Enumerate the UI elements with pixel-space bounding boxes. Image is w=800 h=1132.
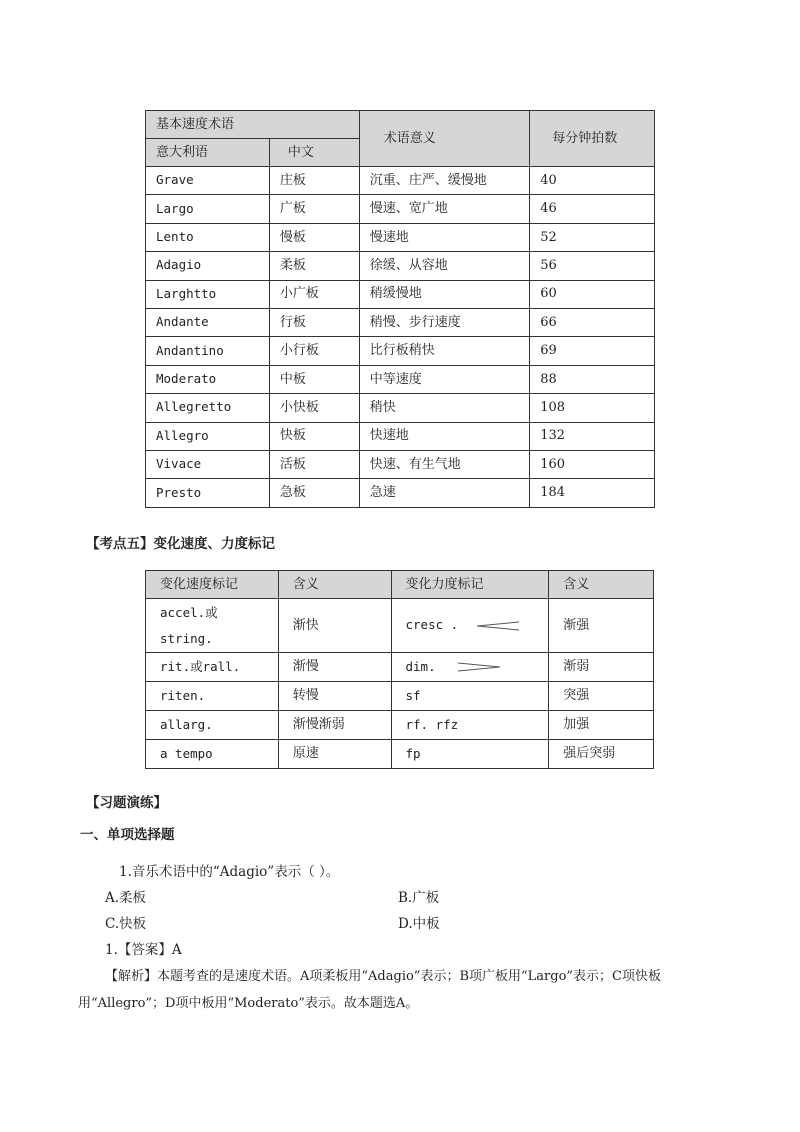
- crescendo-hairpin-icon: [476, 621, 520, 631]
- tempo-row: [146, 280, 655, 308]
- dynamic-mark: fp: [391, 740, 549, 769]
- header-chinese: 中文: [269, 139, 359, 167]
- italian-term: Andantino: [146, 337, 270, 365]
- beats-per-minute: 56: [530, 252, 655, 280]
- option-c: C.快板: [105, 916, 147, 932]
- beats-per-minute: 52: [530, 223, 655, 251]
- dynamic-meaning: 渐强: [549, 599, 654, 653]
- tempo-row: [146, 252, 655, 280]
- header-dynamic-mark: 变化力度标记: [391, 571, 549, 599]
- tempo-mark: accel.或: [160, 604, 218, 620]
- beats-per-minute: 184: [530, 479, 655, 507]
- term-meaning: 徐缓、从容地: [359, 252, 530, 280]
- analysis-line-1: 【解析】本题考查的是速度术语。A项柔板用“Adagio”表示；B项广板用“Largo”表示；C项快板: [105, 969, 661, 984]
- tempo-row: [146, 422, 655, 450]
- tempo-meaning: 转慢: [278, 682, 391, 711]
- tempo-mark: allarg.: [146, 711, 279, 740]
- chinese-term: 快板: [269, 422, 359, 450]
- header-bpm: 每分钟拍数: [530, 111, 655, 167]
- tempo-row: [146, 308, 655, 336]
- header-tempo-mark: 变化速度标记: [146, 571, 279, 599]
- tempo-mark: a tempo: [146, 740, 279, 769]
- chinese-term: 中板: [269, 365, 359, 393]
- single-choice-title: 一、单项选择题: [80, 827, 175, 843]
- chinese-term: 急板: [269, 479, 359, 507]
- italian-term: Grave: [146, 167, 270, 195]
- italian-term: Allegro: [146, 422, 270, 450]
- italian-term: Vivace: [146, 450, 270, 478]
- dynamic-mark: rf. rfz: [391, 711, 549, 740]
- dynamic-meaning: 渐弱: [549, 653, 654, 682]
- beats-per-minute: 88: [530, 365, 655, 393]
- chinese-term: 慢板: [269, 223, 359, 251]
- beats-per-minute: 60: [530, 280, 655, 308]
- term-meaning: 中等速度: [359, 365, 530, 393]
- option-a: A.柔板: [105, 890, 147, 906]
- header-group: 基本速度术语: [146, 111, 360, 139]
- italian-term: Moderato: [146, 365, 270, 393]
- dynamic-mark-cell: [391, 653, 549, 682]
- tempo-mark: rit.或rall.: [146, 653, 279, 682]
- beats-per-minute: 46: [530, 195, 655, 223]
- dynamic-mark: cresc .: [405, 617, 459, 633]
- beats-per-minute: 160: [530, 450, 655, 478]
- dynamic-mark: dim.: [405, 658, 436, 674]
- tempo-terms-table: [145, 110, 655, 508]
- chinese-term: 活板: [269, 450, 359, 478]
- chinese-term: 小广板: [269, 280, 359, 308]
- italian-term: Lento: [146, 223, 270, 251]
- term-meaning: 稍快: [359, 394, 530, 422]
- dynamic-meaning: 突强: [549, 682, 654, 711]
- tempo-row: [146, 394, 655, 422]
- tempo-mark: riten.: [146, 682, 279, 711]
- option-b: B.广板: [398, 890, 440, 906]
- analysis-line-2: 用“Allegro”；D项中板用“Moderato”表示。故本题选A。: [78, 996, 419, 1011]
- italian-term: Allegretto: [146, 394, 270, 422]
- tempo-meaning: 原速: [278, 740, 391, 769]
- tempo-row: [146, 337, 655, 365]
- question-stem: 1.音乐术语中的“Adagio”表示（ ）。: [119, 864, 340, 880]
- tempo-row: [146, 223, 655, 251]
- italian-term: Andante: [146, 308, 270, 336]
- beats-per-minute: 132: [530, 422, 655, 450]
- tempo-row: [146, 195, 655, 223]
- chinese-term: 小快板: [269, 394, 359, 422]
- chinese-term: 小行板: [269, 337, 359, 365]
- chinese-term: 行板: [269, 308, 359, 336]
- tempo-row: [146, 479, 655, 507]
- beats-per-minute: 40: [530, 167, 655, 195]
- tempo-meaning: 渐快: [278, 599, 391, 653]
- header-meaning: 术语意义: [359, 111, 530, 167]
- tempo-meaning: 渐慢: [278, 653, 391, 682]
- term-meaning: 稍慢、步行速度: [359, 308, 530, 336]
- diminuendo-hairpin-icon: [457, 662, 501, 672]
- option-d: D.中板: [398, 916, 440, 932]
- answer-line: 1.【答案】A: [105, 942, 182, 958]
- term-meaning: 慢速地: [359, 223, 530, 251]
- term-meaning: 沉重、庄严、缓慢地: [359, 167, 530, 195]
- tempo-mark-alt: string.: [160, 630, 213, 646]
- term-meaning: 稍缓慢地: [359, 280, 530, 308]
- term-meaning: 比行板稍快: [359, 337, 530, 365]
- chinese-term: 柔板: [269, 252, 359, 280]
- chinese-term: 广板: [269, 195, 359, 223]
- italian-term: Larghtto: [146, 280, 270, 308]
- dynamic-mark: sf: [391, 682, 549, 711]
- term-meaning: 快速、有生气地: [359, 450, 530, 478]
- term-meaning: 快速地: [359, 422, 530, 450]
- header-italian: 意大利语: [146, 139, 270, 167]
- tempo-row: [146, 167, 655, 195]
- marks-row: [146, 599, 279, 653]
- tempo-row: [146, 365, 655, 393]
- term-meaning: 慢速、宽广地: [359, 195, 530, 223]
- dynamic-meaning: 加强: [549, 711, 654, 740]
- tempo-row: [146, 450, 655, 478]
- header-dynamic-meaning: 含义: [549, 571, 654, 599]
- beats-per-minute: 108: [530, 394, 655, 422]
- tempo-meaning: 渐慢渐弱: [278, 711, 391, 740]
- beats-per-minute: 69: [530, 337, 655, 365]
- section5-title: 【考点五】变化速度、力度标记: [86, 536, 275, 552]
- italian-term: Largo: [146, 195, 270, 223]
- dynamic-mark-cell: [391, 599, 549, 653]
- change-marks-table: [145, 570, 654, 769]
- dynamic-meaning: 强后突弱: [549, 740, 654, 769]
- italian-term: Adagio: [146, 252, 270, 280]
- exercise-title: 【习题演练】: [86, 795, 167, 811]
- beats-per-minute: 66: [530, 308, 655, 336]
- term-meaning: 急速: [359, 479, 530, 507]
- header-tempo-meaning: 含义: [278, 571, 391, 599]
- chinese-term: 庄板: [269, 167, 359, 195]
- italian-term: Presto: [146, 479, 270, 507]
